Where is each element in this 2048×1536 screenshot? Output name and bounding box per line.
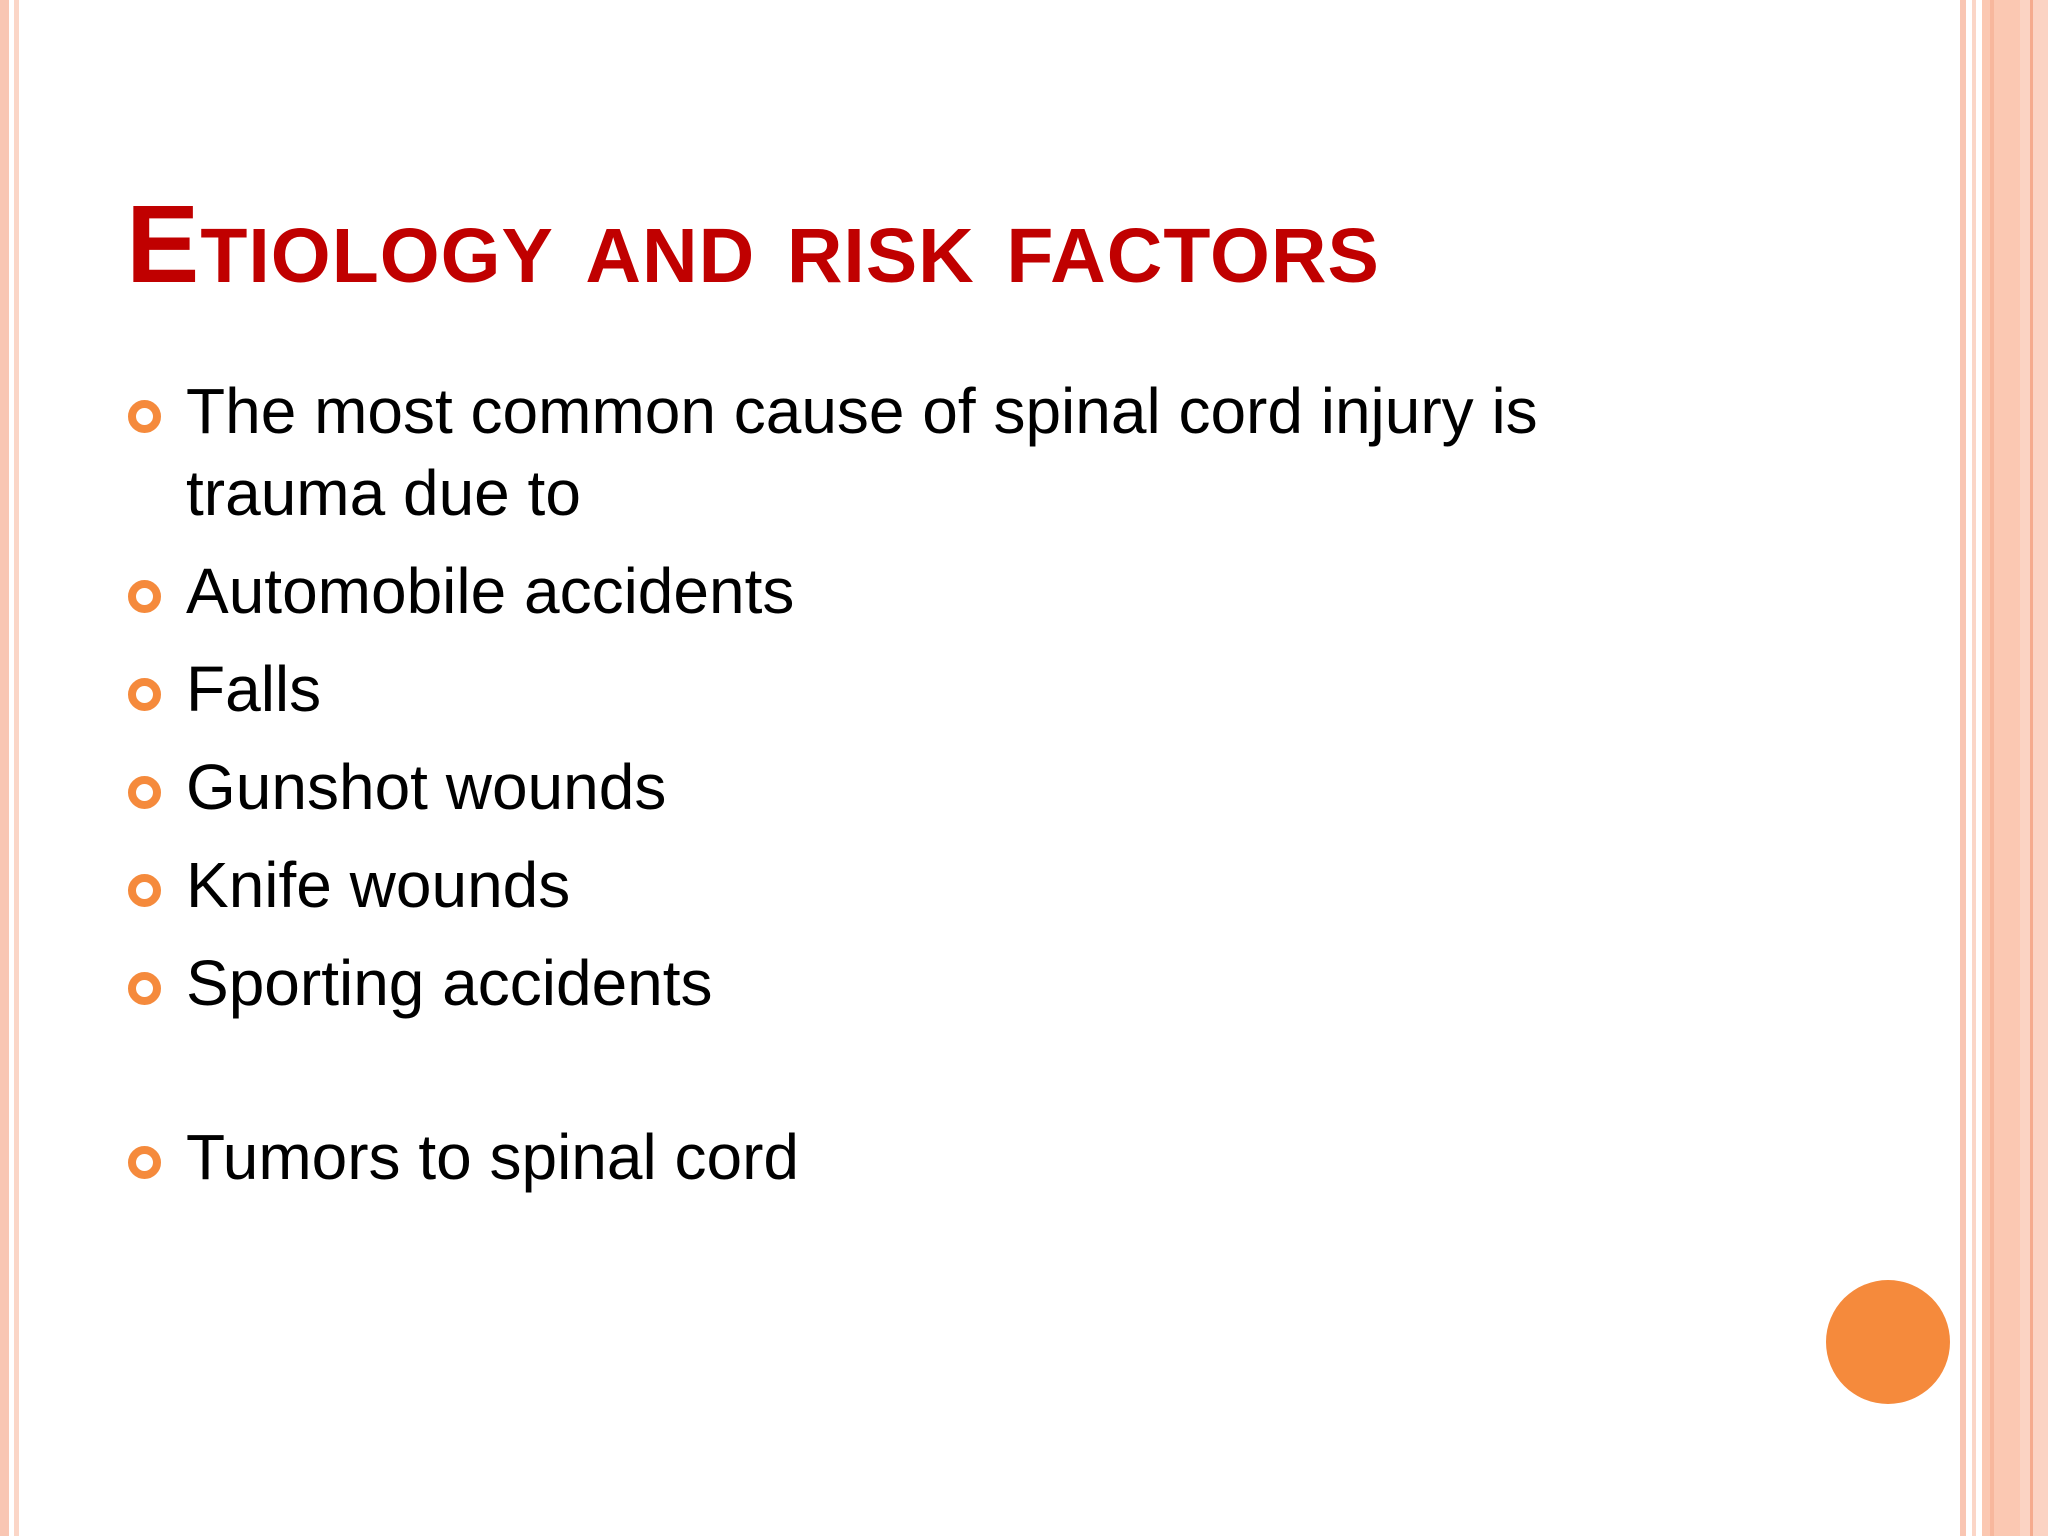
ring-bullet-icon bbox=[128, 400, 161, 433]
ring-bullet-icon bbox=[128, 776, 161, 809]
right-border-stripe bbox=[2030, 0, 2033, 1536]
bullet-item bbox=[126, 746, 1686, 828]
bullet-item bbox=[126, 648, 1686, 730]
bullet-item bbox=[126, 370, 1686, 534]
bullet-item bbox=[126, 1116, 1686, 1198]
bullet-list bbox=[126, 370, 1686, 1214]
bullet-item bbox=[126, 550, 1686, 632]
bullet-text: Knife wounds bbox=[186, 849, 571, 921]
left-border-stripe-inner bbox=[14, 0, 19, 1536]
bullet-text: Tumors to spinal cord bbox=[186, 1121, 799, 1193]
right-border-band bbox=[1982, 0, 2020, 1536]
ring-bullet-icon bbox=[128, 874, 161, 907]
bullet-item bbox=[126, 942, 1686, 1024]
ring-bullet-icon bbox=[128, 972, 161, 1005]
right-border-band bbox=[2020, 0, 2048, 1536]
bullet-text: Falls bbox=[186, 653, 322, 725]
ring-bullet-icon bbox=[128, 580, 161, 613]
bullet-item bbox=[126, 844, 1686, 926]
right-border-stripe bbox=[1960, 0, 1966, 1536]
right-border-stripe bbox=[1990, 0, 1994, 1536]
bullet-text: Gunshot wounds bbox=[186, 751, 667, 823]
left-border-stripe bbox=[0, 0, 9, 1536]
bullet-text: Automobile accidents bbox=[186, 555, 795, 627]
slide-title: Etiology and risk factors bbox=[126, 183, 1380, 306]
bullet-text: Sporting accidents bbox=[186, 947, 713, 1019]
ring-bullet-icon bbox=[128, 1146, 161, 1179]
orange-circle-icon bbox=[1826, 1280, 1950, 1404]
bullet-text: The most common cause of spinal cord injury is trauma due to bbox=[186, 375, 1538, 529]
ring-bullet-icon bbox=[128, 678, 161, 711]
right-border-stripe bbox=[1972, 0, 1976, 1536]
